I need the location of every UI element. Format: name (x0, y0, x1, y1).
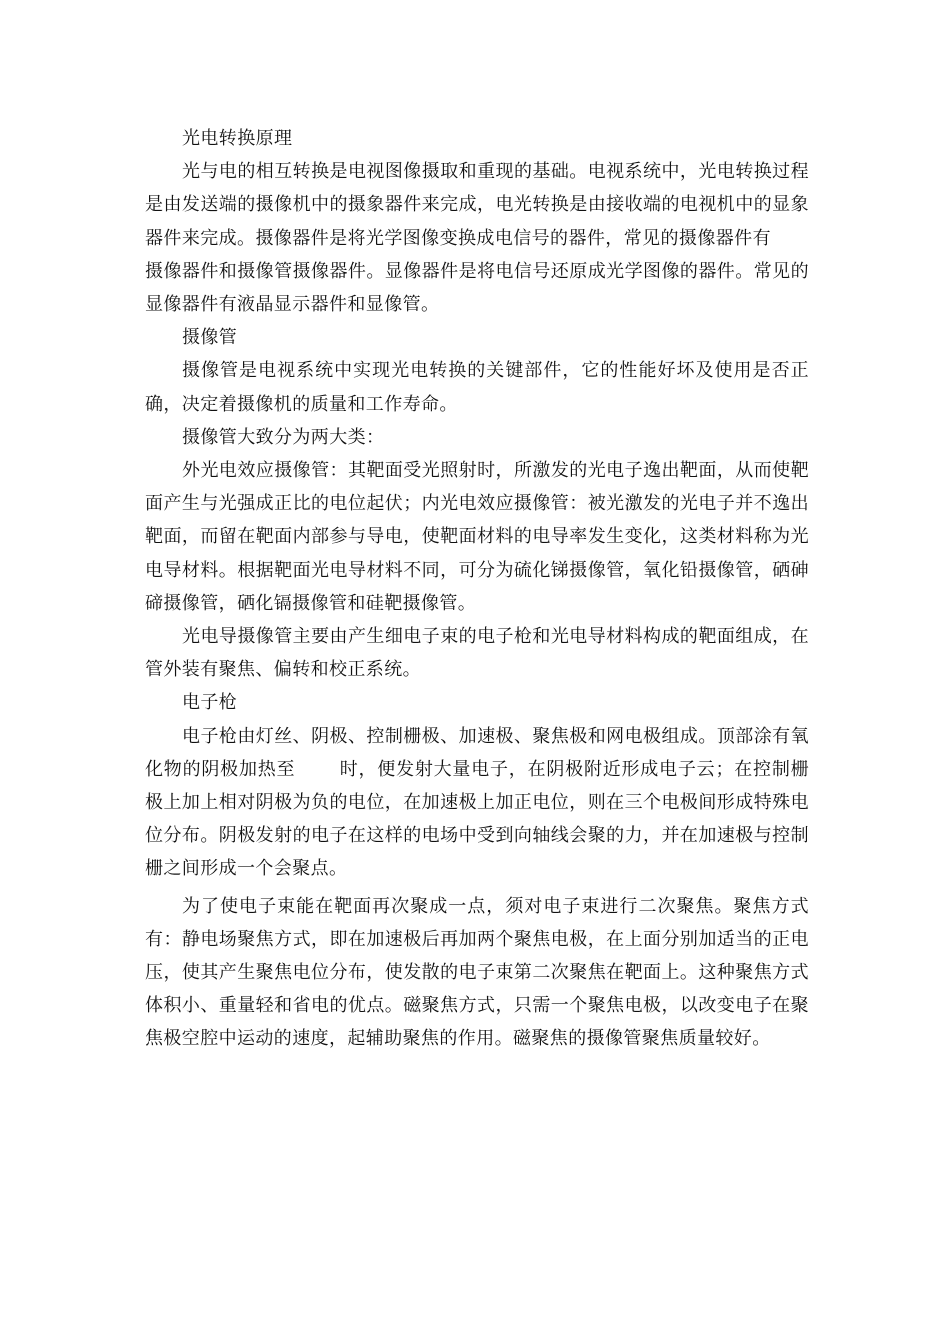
paragraph-camera-tube-intro: 摄像管是电视系统中实现光电转换的关键部件，它的性能好坏及使用是否正确，决定着摄像机的质量和工作寿命。 (145, 360, 809, 415)
paragraph-photoelectric-conversion (145, 155, 809, 321)
paragraph-text: 时，便发射大量电子，在阴极附近形成电子云；在控制栅极上加上相对阴极为负的电位，在加速极上加正电位，则在三个电极间形成特殊电位分布。阴极发射的电子在这样的电场中受到向轴线会聚的力，并在加速极与控制栅之间形成一个会聚点。 (145, 758, 810, 880)
heading-electron-gun: 电子枪 (182, 692, 238, 714)
paragraph-camera-tube-types: 摄像管大致分为两大类： (182, 426, 385, 448)
paragraph-electron-gun (145, 720, 809, 886)
heading-photoelectric-principle: 光电转换原理 (182, 128, 293, 149)
paragraph-text: 光与电的相互转换是电视图像摄取和重现的基础。电视系统中，光电转换过程是由发送端的摄像机中的摄象器件来完成，电光转换是由接收端的电视机中的显象器件来完成。摄像器件是将光学图像变换成电信号的器件，常见的摄像器件有 (145, 161, 809, 249)
document-page (145, 122, 809, 1056)
paragraph-text: 电子枪由灯丝、阴极、控制栅极、加速极、聚焦极和网电极组成。顶部涂有氧化物的阴极加热至 (145, 725, 809, 780)
paragraph-text: 摄像器件和摄像管摄像器件。显像器件是将电信号还原成光学图像的器件。常见的显像器件有液晶显示器件和显像管。 (145, 260, 809, 316)
heading-camera-tube: 摄像管 (182, 327, 238, 349)
paragraph-photoelectric-effect: 外光电效应摄像管：其靶面受光照射时，所激发的光电子逸出靶面，从而使靶面产生与光强成正比的电位起伏；内光电效应摄像管：被光激发的光电子并不逸出靶面，而留在靶面内部参与导电，使靶面材料的电导率发生变化，这类材料称为光电导材料。根据靶面光电导材料不同，可分为硫化锑摄像管，氧化铅摄像管，硒砷碲摄像管，硒化镉摄像管和硅靶摄像管。 (145, 460, 809, 614)
paragraph-photoconductive-tube: 光电导摄像管主要由产生细电子束的电子枪和光电导材料构成的靶面组成，在管外装有聚焦、偏转和校正系统。 (145, 626, 809, 681)
paragraph-focusing: 为了使电子束能在靶面再次聚成一点，须对电子束进行二次聚焦。聚焦方式有：静电场聚焦方式，即在加速极后再加两个聚焦电极，在上面分别加适当的正电压，使其产生聚焦电位分布，使发散的电子束第二次聚焦在靶面上。这种聚焦方式体积小、重量轻和省电的优点。磁聚焦方式，只需一个聚焦电极，以改变电子在聚焦极空腔中运动的速度，起辅助聚焦的作用。磁聚焦的摄像管聚焦质量较好。 (145, 895, 809, 1050)
